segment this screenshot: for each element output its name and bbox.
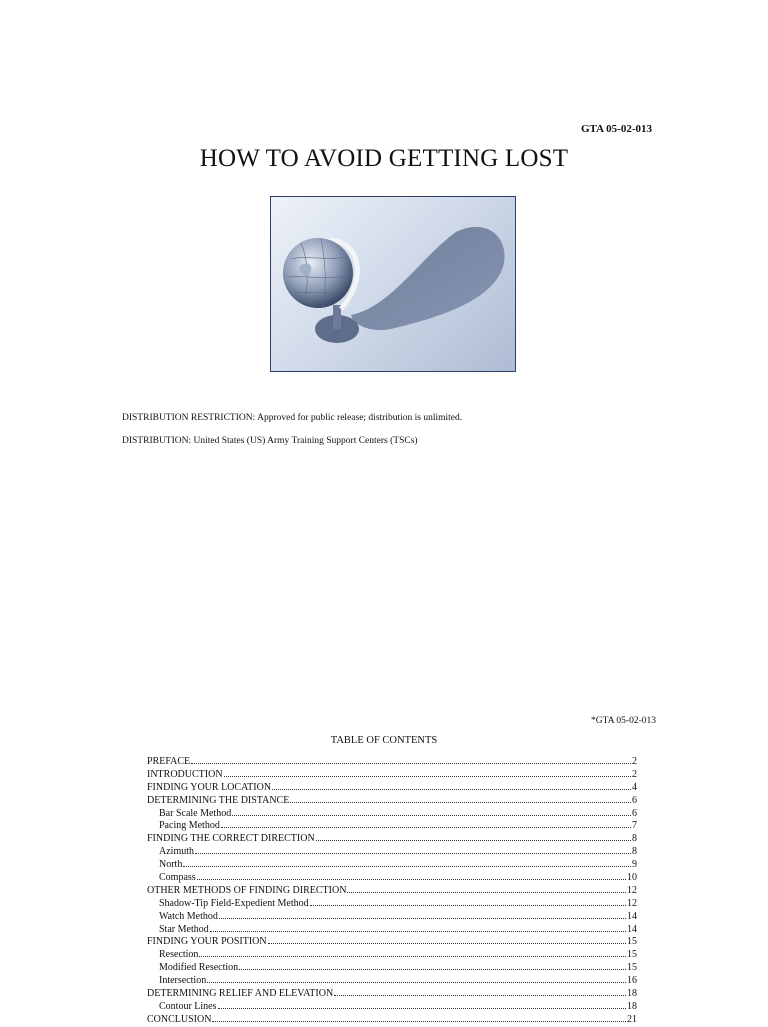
toc-entry-label: Bar Scale Method — [159, 807, 232, 819]
toc-leader-dots — [316, 831, 631, 841]
toc-leader-dots — [334, 986, 626, 996]
toc-entry-page: 6 — [632, 794, 637, 806]
toc-entry-label: INTRODUCTION — [147, 768, 223, 780]
toc-entry-page: 21 — [627, 1013, 637, 1025]
document-code: GTA 05-02-013 — [581, 123, 652, 135]
document-title: HOW TO AVOID GETTING LOST — [199, 145, 569, 172]
toc-entry-page: 15 — [627, 962, 637, 974]
toc-entry[interactable] — [147, 896, 637, 909]
toc-entry-page: 9 — [632, 859, 637, 871]
toc-entry[interactable] — [147, 947, 637, 960]
toc-entry-page: 4 — [632, 781, 637, 793]
toc-entry-label: Compass — [159, 872, 196, 884]
distribution-restriction: DISTRIBUTION RESTRICTION: Approved for public release; distribution is unlimited. — [122, 413, 463, 423]
toc-entry-label: DETERMINING THE DISTANCE — [147, 794, 290, 806]
toc-leader-dots — [183, 857, 631, 867]
toc-leader-dots — [197, 870, 626, 880]
toc-entry[interactable] — [147, 986, 637, 999]
toc-entry-page: 18 — [627, 988, 637, 1000]
toc-entry-label: Modified Resection — [159, 962, 239, 974]
toc-entry-label: FINDING THE CORRECT DIRECTION — [147, 833, 315, 845]
toc-entry[interactable] — [147, 883, 637, 896]
toc-leader-dots — [195, 844, 631, 854]
toc-leader-dots — [232, 806, 631, 816]
toc-entry-label: Pacing Method — [159, 820, 220, 832]
toc-leader-dots — [218, 999, 627, 1009]
toc-leader-dots — [221, 818, 631, 828]
toc-entry-page: 6 — [632, 807, 637, 819]
toc-leader-dots — [268, 934, 626, 944]
toc-entry[interactable] — [147, 870, 637, 883]
toc-entry[interactable] — [147, 831, 637, 844]
toc-entry-label: PREFACE — [147, 756, 191, 767]
toc-entry-label: FINDING YOUR LOCATION — [147, 781, 272, 793]
toc-entry-page: 12 — [627, 884, 637, 896]
toc-leader-dots — [199, 947, 626, 957]
toc-heading: TABLE OF CONTENTS — [330, 735, 438, 746]
toc-entry[interactable] — [147, 857, 637, 870]
toc-entry[interactable] — [147, 780, 637, 793]
toc-entry[interactable] — [147, 806, 637, 819]
distribution-list: DISTRIBUTION: United States (US) Army Training Support Centers (TSCs) — [122, 436, 418, 446]
toc-leader-dots — [207, 973, 626, 983]
toc-entry-page: 8 — [632, 833, 637, 845]
toc-entry[interactable] — [147, 754, 637, 767]
toc-entry-page: 2 — [632, 756, 637, 767]
toc-entry-label: Contour Lines — [159, 1000, 217, 1012]
toc-leader-dots — [224, 767, 631, 777]
toc-entry-page: 15 — [627, 936, 637, 948]
toc-entry-page: 8 — [632, 846, 637, 858]
globe-icon — [271, 197, 515, 371]
toc-entry-label: DETERMINING RELIEF AND ELEVATION — [147, 988, 334, 1000]
toc-entry-page: 10 — [627, 872, 637, 884]
toc-leader-dots — [310, 896, 626, 906]
toc-leader-dots — [347, 883, 626, 893]
toc-entry-label: FINDING YOUR POSITION — [147, 936, 267, 948]
toc-leader-dots — [219, 909, 626, 919]
globe-photo — [270, 196, 516, 372]
toc-entry[interactable] — [147, 909, 637, 922]
toc-entry-label: Shadow-Tip Field-Expedient Method — [159, 897, 309, 909]
toc-leader-dots — [191, 754, 631, 764]
toc-entry-page: 2 — [632, 768, 637, 780]
toc-entry[interactable] — [147, 844, 637, 857]
toc-entry[interactable] — [147, 767, 637, 780]
toc-entry-label: Star Method — [159, 923, 209, 935]
toc-entry-label: Azimuth — [159, 846, 194, 858]
toc-entry-page: 14 — [627, 923, 637, 935]
toc-entry[interactable] — [147, 1012, 637, 1025]
table-of-contents — [147, 754, 637, 1025]
toc-leader-dots — [212, 1012, 626, 1022]
toc-document-code: *GTA 05-02-013 — [591, 716, 656, 726]
toc-entry-label: Resection — [159, 949, 199, 961]
toc-entry[interactable] — [147, 960, 637, 973]
toc-entry-page: 7 — [632, 820, 637, 832]
toc-leader-dots — [239, 960, 626, 970]
toc-leader-dots — [210, 922, 626, 932]
toc-entry-label: North — [159, 859, 183, 871]
toc-entry[interactable] — [147, 793, 637, 806]
toc-entry-page: 16 — [627, 975, 637, 987]
toc-entry-page: 14 — [627, 910, 637, 922]
toc-entry-page: 15 — [627, 949, 637, 961]
toc-entry-label: Watch Method — [159, 910, 218, 922]
toc-entry[interactable] — [147, 973, 637, 986]
toc-entry[interactable] — [147, 818, 637, 831]
toc-entry-label: OTHER METHODS OF FINDING DIRECTION — [147, 884, 347, 896]
toc-leader-dots — [290, 793, 631, 803]
toc-entry[interactable] — [147, 999, 637, 1012]
toc-entry-page: 18 — [627, 1000, 637, 1012]
toc-entry[interactable] — [147, 934, 637, 947]
toc-entry-label: CONCLUSION — [147, 1013, 212, 1025]
toc-entry-page: 12 — [627, 897, 637, 909]
toc-leader-dots — [272, 780, 631, 790]
toc-entry-label: Intersection — [159, 975, 207, 987]
toc-entry[interactable] — [147, 922, 637, 935]
